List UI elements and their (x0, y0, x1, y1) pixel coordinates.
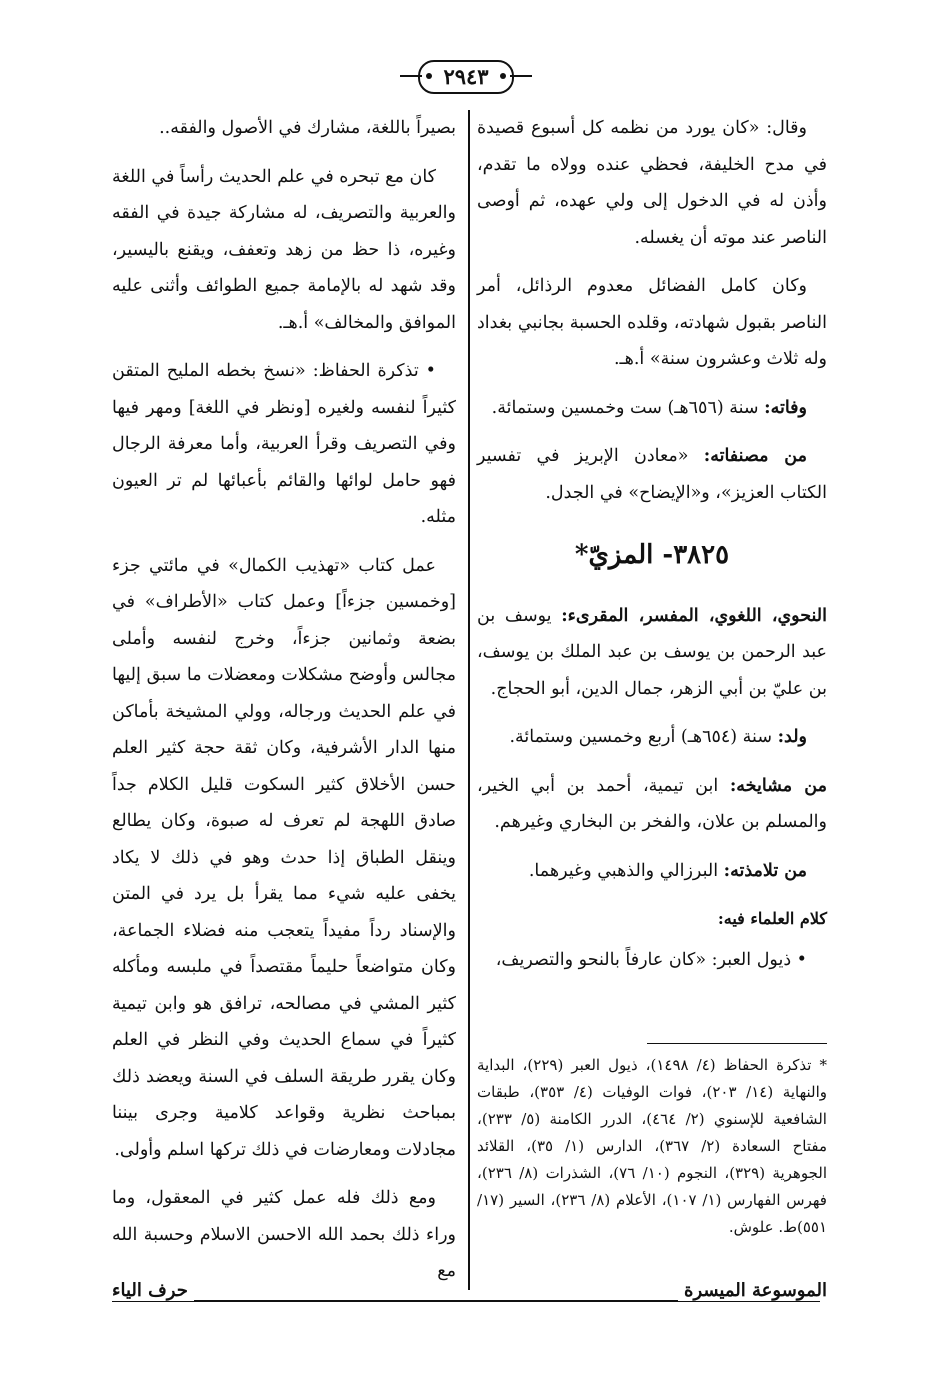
left-column (112, 110, 456, 1302)
ornament-line (400, 75, 422, 77)
death-paragraph (477, 390, 827, 427)
field-text: يوسف بن عبد الرحمن بن يوسف بن عبد الملك بن يوسف، بن عليّ بن أبي الزهر، جمال الدين، أبو الحجاج. (477, 605, 827, 699)
paragraph: عمل كتاب «تهذيب الكمال» في مائتي جزء [وخمسين جزءاً] وعمل كتاب «الأطراف» في بضعة وثمانين جزءاً، وخرج لنفسه وأملى مجالس وأوضح مشكلات ومعضلات ما سبق إليها في علم الحديث ورجاله، وولي المشيخة بأماكن منها الدار الأشرفية، وكان ثقة حجة كثير العلم حسن الأخلاق كثير السكوت قليل الكلام جداً صادق اللهجة لم تعرف له صبوة، وكان يطالع وينقل الطباق إذا حدث وهو في ذلك لا يكاد يخفى عليه شيء مما يقرأ بل يرد في المتن والإسناد رداً مفيداً يتعجب منه فضلاء الجماعة، وكان متواضعاً حليماً مقتصداً في ملبسه ومأكله كثير المشي في مصالحه، ترافق هو وابن تيمية كثيراً في سماع الحديث وفي النظر في العلم وكان يقرر طريقة السلف في السنة ويعضد ذلك بمباحث نظرية وقواعد كلامية وجرى بيننا مجادلات ومعارضات في ذلك تركها اسلم وأولى. (112, 555, 456, 1160)
ornament-dot (426, 73, 432, 79)
right-column (477, 110, 827, 990)
field-text: سنة (٦٥٤هـ) أربع وخمسين وستمائة. (509, 727, 778, 747)
teachers-paragraph (477, 768, 827, 841)
field-text: ابن تيمية، أحمد بن أبي الخير، والمسلم بن علان، والفخر بن البخاري وغيرهم. (477, 775, 827, 832)
works-paragraph (477, 438, 827, 511)
paragraph: وقال: «كان يورد من نظمه كل أسبوع قصيدة في مدح الخليفة، فحظي عنده وولاه ما تقدم، وأذن له في الدخول إلى ولي عهده، ثم أوصى الناصر عند موته أن يغسله. (477, 118, 827, 248)
field-label: من مصنفاته: (703, 446, 808, 466)
field-text: البرزالي والذهبي وغيرهما. (528, 860, 724, 881)
field-label: من تلامذته: (723, 860, 807, 881)
column-divider (468, 110, 470, 1290)
ornament-line (510, 75, 532, 77)
paragraph: • تذكرة الحفاظ: «نسخ بخطه المليح المتقن كثيراً لنفسه ولغيره [ونظر في اللغة] ومهر فيها وفي التصريف وقرأ العربية، وأما معرفة الرجال فهو حامل لوائها والقائم بأعبائها لم تر العيون مثله. (112, 361, 456, 527)
field-label: من مشايخه: (729, 775, 827, 796)
field-label: وفاته: (764, 397, 807, 418)
paragraph: وكان كامل الفضائل معدوم الرذائل، أمر الناصر بقبول شهادته، وقلده الحسبة بجانبي بغداد وله ثلاث وعشرون سنة» أ.هـ. (477, 276, 827, 369)
footer-section-title: حرف الياء (112, 1280, 194, 1301)
field-label: النحوي، اللغوي، المفسر، المقرىء: (561, 605, 827, 626)
name-paragraph (477, 598, 827, 708)
footnote: * تذكرة الحفاظ (٤/ ١٤٩٨)، ذيول العبر (٢٢٩)، البداية والنهاية (١٤/ ٢٠٣)، فوات الوفيات (٤/ ٣٥٣)، طبقات الشافعية للإسنوي (٢/ ٤٦٤)، الدرر الكامنة (٥/ ٢٣٣)، مفتاح السعادة (٢/ ٣٦٧)، الدارس (١/ ٣٥)، القلائد الجوهرية (٣٢٩)، النجوم (١٠/ ٧٦)، الشذرات (٨/ ٢٣٦)، فهرس الفهارس (١/ ١٠٧)، الأعلام (٨/ ٢٣٦)، السير (١٧/ ٥٥١)ط. علوش. (477, 1056, 827, 1236)
birth-paragraph (477, 719, 827, 756)
paragraph: كان مع تبحره في علم الحديث رأساً في اللغة والعربية والتصريف، له مشاركة جيدة في الفقه وغيره، ذا حظ من زهد وتعفف، ويقنع باليسير، وقد شهد له بالإمامة جميع الطوائف وأثنى عليه الموافق والمخالف» أ.هـ. (112, 166, 456, 333)
paragraph: ومع ذلك فله عمل كثير في المعقول، وما وراء ذلك بحمد الله الاحسن الاسلام وحسبة الله مع (112, 1188, 456, 1281)
footer-book-title: الموسوعة الميسرة (678, 1280, 827, 1301)
section-subheading: كلام العلماء فيه: (717, 909, 827, 928)
students-paragraph (477, 853, 827, 890)
page-number: ٢٩٤٣ (443, 64, 489, 89)
paragraph: • ذيول العبر: «كان عارفاً بالنحو والتصريف، (495, 949, 807, 970)
field-text: «معادن الإبريز في تفسير الكتاب العزيز»، و«الإيضاح» في الجدل. (477, 446, 827, 503)
entry-title: ٣٨٢٥- المزيّ* (574, 540, 730, 570)
ornament-dot (500, 73, 506, 79)
field-text: سنة (٦٥٦هـ) ست وخمسين وستمائة. (491, 397, 765, 418)
paragraph: بصيراً باللغة، مشارك في الأصول والفقه.. (159, 118, 456, 138)
footnote-rule (647, 1043, 827, 1044)
field-label: ولد: (777, 727, 807, 747)
page-number-badge (418, 60, 514, 94)
